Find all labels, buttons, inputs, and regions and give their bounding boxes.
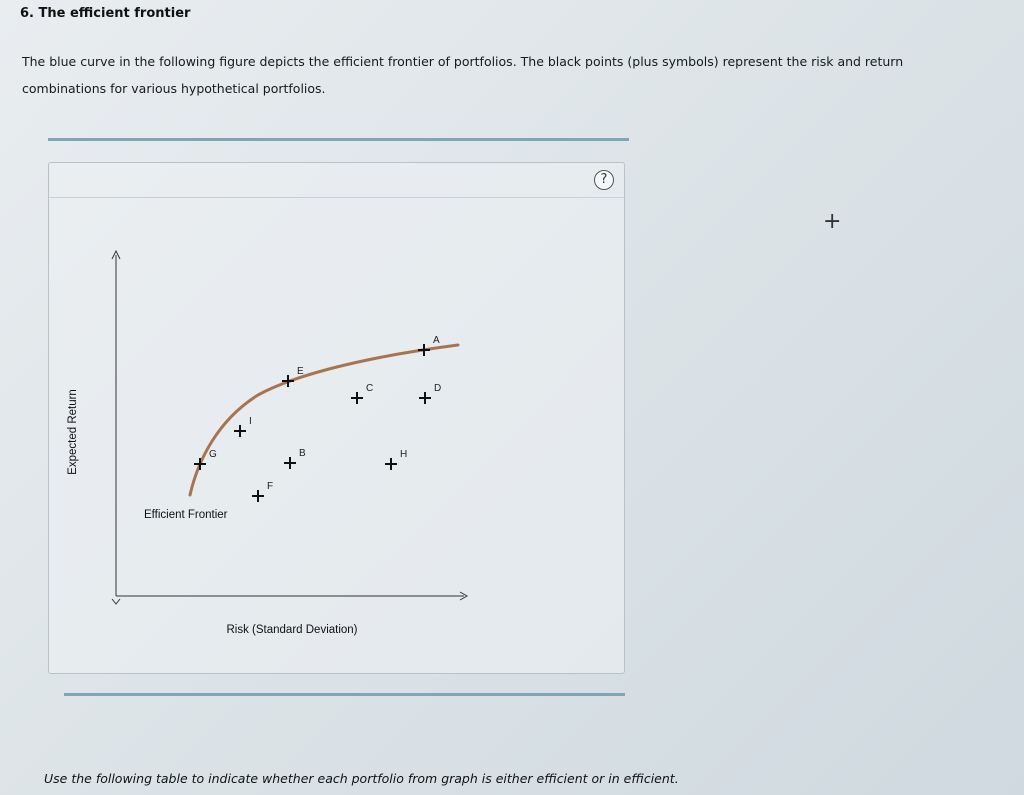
portfolio-point-b	[284, 448, 306, 469]
portfolio-point-c	[351, 383, 373, 404]
x-axis-label: Risk (Standard Deviation)	[226, 624, 358, 636]
efficient-frontier-curve	[190, 345, 458, 495]
origin-arrow-icon	[112, 599, 120, 604]
portfolio-point-d	[419, 383, 441, 404]
portfolio-label-i: I	[249, 416, 252, 427]
portfolio-point-i	[234, 416, 252, 437]
portfolio-label-g: G	[209, 449, 217, 460]
portfolio-point-f	[252, 481, 273, 502]
portfolio-label-c: C	[366, 383, 374, 394]
portfolio-label-e: E	[297, 366, 304, 377]
portfolio-label-a: A	[433, 335, 440, 346]
graph-bottom-rule	[64, 693, 625, 696]
portfolio-point-h	[385, 449, 407, 470]
instruction-text: Use the following table to indicate whether each portfolio from graph is either efficient or in efficient.	[44, 771, 679, 786]
question-intro: The blue curve in the following figure depicts the efficient frontier of portfolios. The black points (plus symbols) represent the risk and return combinations for various hypothetical portfolios.	[22, 54, 904, 96]
portfolio-label-h: H	[400, 449, 408, 460]
crosshair-cursor-icon: +	[823, 209, 842, 234]
help-button[interactable]: ?	[594, 170, 614, 190]
portfolio-label-d: D	[434, 383, 442, 394]
portfolio-label-f: F	[267, 481, 274, 492]
portfolio-point-a	[418, 335, 440, 356]
y-axis-label: Expected Return	[67, 389, 79, 475]
question-title: 6. The efficient frontier	[20, 6, 191, 21]
portfolio-label-b: B	[299, 448, 306, 459]
frontier-label: Efficient Frontier	[144, 509, 228, 521]
